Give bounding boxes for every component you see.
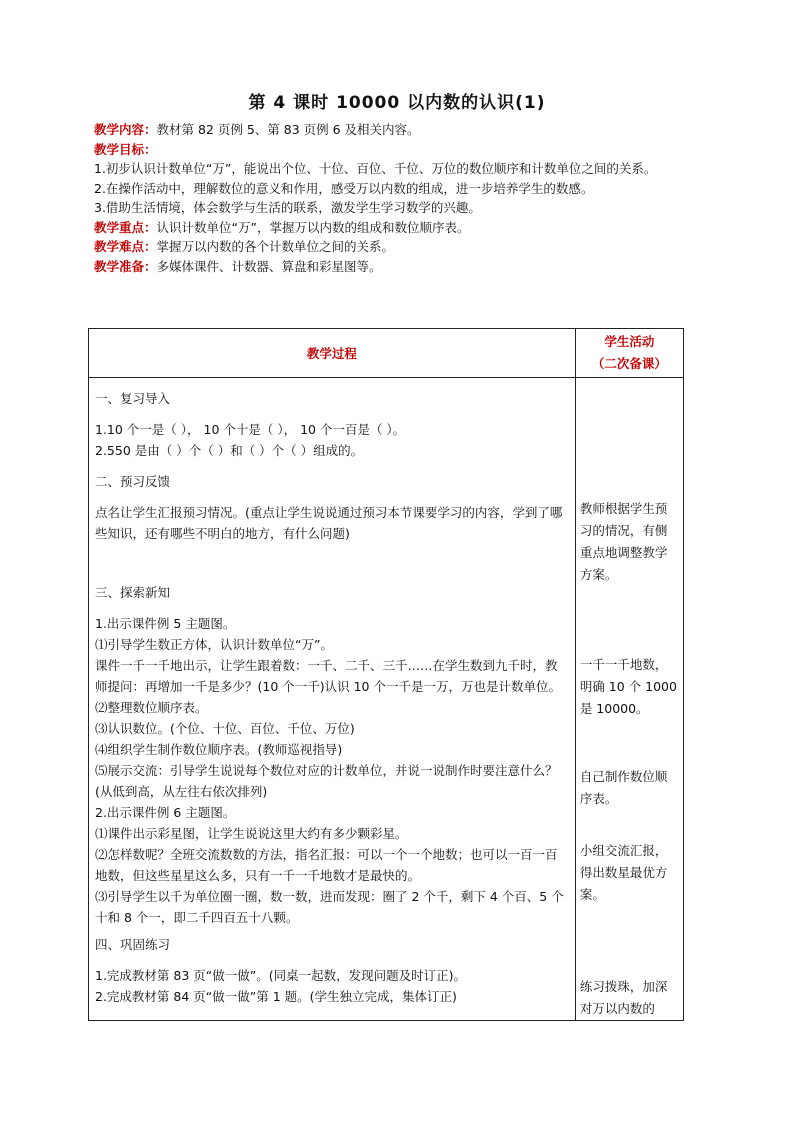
content-row [94,120,714,140]
explore-step-1-a-detail: 课件一千一千地出示，让学生跟着数：一千、二千、三千……在学生数到九千时，教师提问：再增加一千是多少？(10 个一千)认识 10 个一千是一万，万也是计数单位。 [95,658,561,694]
lesson-table [88,328,684,1021]
explore-step-2-b: ⑵怎样数呢？全班交流数数的方法，指名汇报：可以一个一个地数；也可以一百一百地数，但这些星星这么多，只有一千一千地数才是最快的。 [95,847,558,883]
explore-step-1: 1.出示课件例 5 主题图。 [95,616,236,631]
preview-feedback-text: 点名让学生汇报预习情况。(重点让学生说说通过预习本节课要学习的内容，学到了哪些知识，还有哪些不明白的地方，有什么问题) [95,505,563,541]
explore-step-1-b: ⑵整理数位顺序表。 [95,700,208,715]
table-body-row [89,378,684,1021]
preparation-label: 教学准备： [94,258,157,274]
content-label: 教学内容： [94,122,157,137]
explore-step-2: 2.出示课件例 6 主题图。 [95,805,236,820]
student-activity-cell [575,378,683,1021]
practice-item-1: 1.完成教材第 83 页“做一做”。(同桌一起数，发现问题及时订正)。 [95,968,466,983]
section-2-title: 二、预习反馈 [95,474,171,489]
goals-row [94,140,714,160]
section-1-title: 一、复习导入 [95,391,171,406]
difficulty-row [94,237,714,257]
difficulty-text: 掌握万以内数的各个计数单位之间的关系。 [156,239,395,254]
explore-step-2-c: ⑶引导学生以千为单位圈一圈，数一数，进而发现：圈了 2 个千，剩下 4 个百、5 个十和 8 个一，即二千四百五十八颗。 [95,889,564,925]
explore-step-1-e: ⑸展示交流：引导学生说说每个数位对应的计数单位，并说一说制作时要注意什么？(从低到高，从左往右依次排列) [95,763,558,799]
table-header-row [89,329,684,378]
explore-step-1-a: ⑴引导学生数正方体，认识计数单位“万”。 [95,637,333,652]
explore-step-1-d: ⑷组织学生制作数位顺序表。(教师巡视指导) [95,742,343,757]
activity-note-preview: 教师根据学生预习的情况，有侧重点地调整教学方案。 [579,501,668,582]
activity-note-practice: 练习拨珠，加深对万以内数的 [579,979,668,1016]
activity-note-group: 小组交流汇报，得出数星最优方案。 [579,843,668,902]
activity-note-count: 一千一千地数，明确 10 个 1000 是 10000。 [579,657,677,716]
header-student-activity [575,329,683,378]
section-3-title: 三、探索新知 [95,585,171,600]
teaching-process-cell [89,378,576,1021]
explore-step-2-a: ⑴课件出示彩星图，让学生说说这里大约有多少颗彩星。 [95,826,408,841]
goal-3: 3.借助生活情境，体会数学与生活的联系，激发学生学习数学的兴趣。 [94,200,481,215]
content-text: 教材第 82 页例 5、第 83 页例 6 及相关内容。 [156,122,420,137]
header-teaching-process: 教学过程 [89,329,576,378]
goal-2: 2.在操作活动中，理解数位的意义和作用，感受万以内数的组成，进一步培养学生的数感。 [94,180,594,196]
goal-1: 1.初步认识计数单位“万”，能说出个位、十位、百位、千位、万位的数位顺序和计数单位之间的关系。 [94,161,657,176]
review-question-1: 1.10 个一是（ ）， 10 个十是（ ）， 10 个一百是（ ）。 [95,422,406,437]
header-side-line-2: （二次备课） [591,356,667,371]
header-side-line-1: 学生活动 [604,334,655,349]
activity-note-table: 自己制作数位顺序表。 [579,769,668,806]
key-point-label: 教学重点： [94,219,157,235]
practice-item-2: 2.完成教材第 84 页“做一做”第 1 题。(学生独立完成，集体订正) [95,989,457,1004]
key-point-text: 认识计数单位“万”，掌握万以内数的组成和数位顺序表。 [156,219,470,235]
page-title: 第 4 课时 10000 以内数的认识(1) [248,93,546,113]
preparation-row [94,257,714,277]
key-point-row [94,218,714,238]
preparation-text: 多媒体课件、计数器、算盘和彩星图等。 [156,258,382,274]
difficulty-label: 教学难点： [94,239,157,254]
explore-step-1-c: ⑶认识数位。(个位、十位、百位、千位、万位) [95,721,355,736]
goals-label: 教学目标： [94,141,157,157]
review-question-2: 2.550 是由（ ）个（ ）和（ ）个（ ）组成的。 [95,443,364,458]
section-4-title: 四、巩固练习 [95,937,171,952]
lesson-meta [94,120,714,276]
